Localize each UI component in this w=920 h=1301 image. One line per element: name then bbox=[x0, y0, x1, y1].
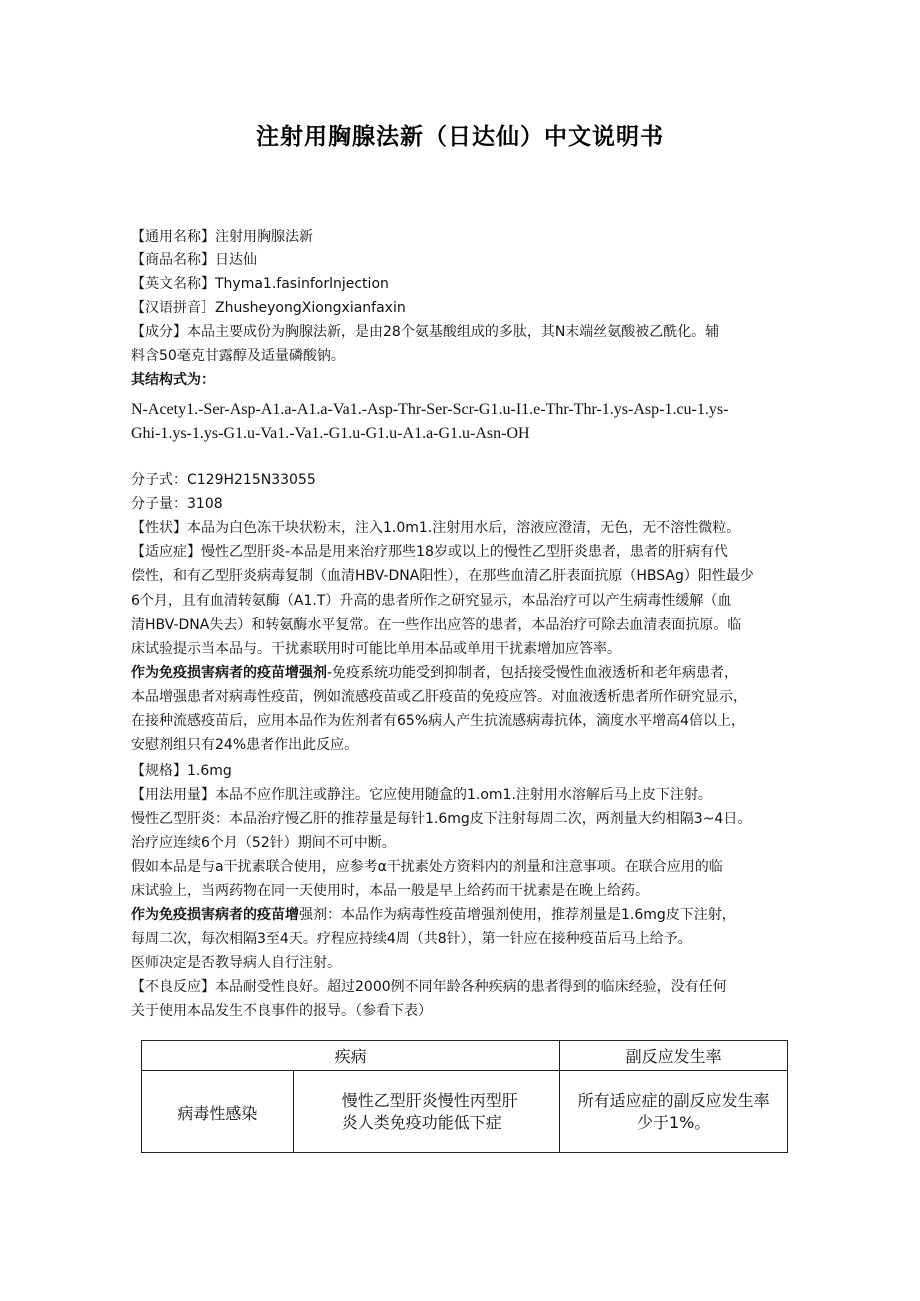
rate-line: 所有适应症的副反应发生率 bbox=[577, 1090, 770, 1110]
doc-line: 慢性乙型肝炎：本品治疗慢乙肝的推荐量是每针1.6mg皮下注射每周二次，两剂量大约相隔3~4日。 bbox=[131, 811, 752, 827]
doc-line: N-Acety1.-Ser-Asp-A1.a-A1.a-Va1.-Asp-Thr-Ser-Scr-G1.u-I1.e-Thr-Thr-1.ys-Asp-1.cu-1.ys- bbox=[131, 401, 729, 418]
doc-line: 【性状】本品为白色冻干块状粉末，注入1.0m1.注射用水后，溶液应澄清，无色，无不溶性微粒。 bbox=[131, 520, 741, 536]
doc-line: 关于使用本品发生不良事件的报导。（参看下表） bbox=[131, 1003, 432, 1019]
doc-line: 分子量：3108 bbox=[131, 496, 223, 512]
doc-line: 其结构式为： bbox=[131, 372, 215, 388]
doc-line: 床试验上，当两药物在同一天使用时，本品一般是早上给药而干扰素是在晚上给药。 bbox=[131, 883, 649, 899]
doc-line: 料含50毫克甘露醇及适量磷酸钠。 bbox=[131, 348, 345, 364]
table-header-rate: 副反应发生率 bbox=[560, 1041, 788, 1071]
doc-line: 【用法用量】本品不应作肌注或静注。它应使用随盒的1.om1.注射用水溶解后马上皮下注射。 bbox=[131, 787, 712, 803]
doc-line: 清HBV-DNA失去）和转氨酶水平复常。在一些作出应答的患者，本品治疗可除去血清表面抗原。临 bbox=[131, 617, 742, 633]
doc-line: 【商品名称】日达仙 bbox=[131, 252, 257, 268]
doc-line: 【规格】1.6mg bbox=[131, 763, 232, 779]
section-heading: 作为免疫损害病者的疫苗增 bbox=[131, 907, 299, 923]
doc-line: Ghi-1.ys-1.ys-G1.u-Va1.-Va1.-G1.u-G1.u-A1.a-G1.u-Asn-OH bbox=[131, 425, 530, 442]
doc-line bbox=[131, 905, 736, 925]
doc-line: 治疗应连续6个月（52针）期间不可中断。 bbox=[131, 835, 396, 851]
doc-line: 安慰剂组只有24%患者作出此反应。 bbox=[131, 737, 359, 753]
page-title: 注射用胸腺法新（日达仙）中文说明书 bbox=[256, 124, 664, 150]
table-row bbox=[142, 1071, 788, 1153]
doc-line: 床试验提示当本品与。干扰素联用时可能比单用本品或单用干扰素增加应答率。 bbox=[131, 641, 621, 657]
rate-line: 少于1%。 bbox=[636, 1112, 711, 1132]
doc-line: 【不良反应】本品耐受性良好。超过2000例不同年龄各种疾病的患者得到的临床经验，没有任何 bbox=[131, 979, 727, 995]
doc-line bbox=[131, 663, 738, 683]
doc-line: 医师决定是否教导病人自行注射。 bbox=[131, 955, 341, 971]
doc-line: 【成分】本品主要成份为胸腺法新，是由28个氨基酸组成的多肽，其N末端丝氨酸被乙酰化。辅 bbox=[131, 324, 720, 340]
doc-line: 本品增强患者对病毒性疫苗，例如流感疫苗或乙肝疫苗的免疫应答。对血液透析患者所作研究显示， bbox=[131, 689, 747, 705]
section-text: 强剂：本品作为病毒性疫苗增强剂使用，推荐剂量是1.6mg皮下注射， bbox=[299, 907, 736, 923]
doc-line: 假如本品是与a干扰素联合使用，应参考α干扰素处方资料内的剂量和注意事项。在联合应用的临 bbox=[131, 859, 723, 875]
doc-line: 在接种流感疫苗后，应用本品作为佐剂者有65%病人产生抗流感病毒抗体，滴度水平增高4倍以上， bbox=[131, 713, 746, 729]
table-cell-category: 病毒性感染 bbox=[142, 1071, 294, 1153]
doc-line: 分子式：C129H215N33055 bbox=[131, 472, 316, 488]
doc-line: 偿性，和有乙型肝炎病毒复制（血清HBV-DNA阳性），在那些血清乙肝表面抗原（HBSAg）阳性最少 bbox=[131, 568, 754, 584]
doc-line: 【适应症】慢性乙型肝炎-本品是用来治疗那些18岁或以上的慢性乙型肝炎患者，患者的肝病有代 bbox=[131, 544, 728, 560]
table-header-disease: 疾病 bbox=[142, 1041, 560, 1071]
doc-line: 【通用名称】注射用胸腺法新 bbox=[131, 229, 313, 245]
section-text: -免疫系统功能受到抑制者，包括接受慢性血液透析和老年病患者， bbox=[327, 665, 739, 681]
section-heading: 作为免疫损害病者的疫苗增强剂 bbox=[131, 665, 327, 681]
adverse-reaction-table bbox=[141, 1040, 788, 1153]
table-header-row bbox=[142, 1041, 788, 1071]
doc-line: 每周二次，每次相隔3至4天。疗程应持续4周（共8针），第一针应在接种疫苗后马上给予。 bbox=[131, 931, 692, 947]
doc-line: 【英文名称】Thyma1.fasinforlnjection bbox=[131, 276, 389, 292]
table-cell-rate bbox=[560, 1071, 788, 1153]
disease-line: 慢性乙型肝炎慢性丙型肝 bbox=[341, 1090, 518, 1110]
table-cell-diseases bbox=[293, 1071, 560, 1153]
disease-line: 炎人类免疫功能低下症 bbox=[341, 1112, 502, 1132]
doc-line: 6个月，且有血清转氨酶（A1.T）升高的患者所作之研究显示，本品治疗可以产生病毒性缓解（血 bbox=[131, 593, 732, 609]
doc-line: 【汉语拼音］ZhusheyongXiongxianfaxin bbox=[131, 300, 406, 316]
